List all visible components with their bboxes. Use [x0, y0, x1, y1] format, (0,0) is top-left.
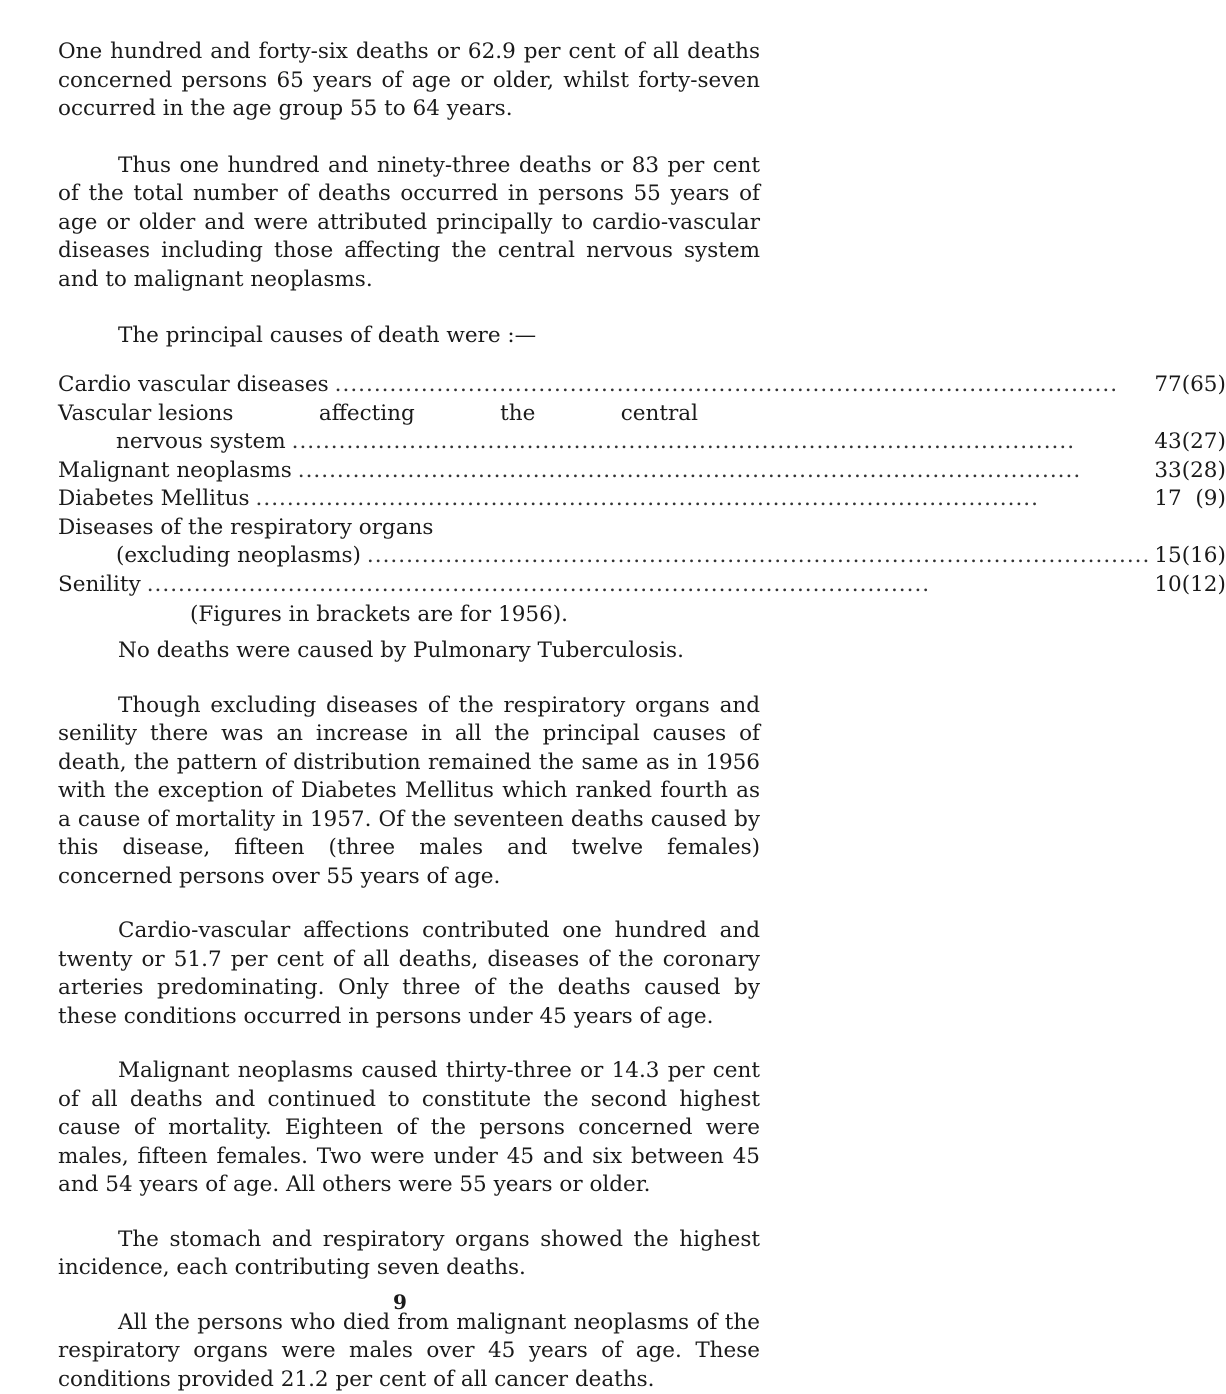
cause-count: 77 [1154, 369, 1181, 398]
paragraph-age-deaths: One hundred and forty-six deaths or 62.9 per cent of all deaths concerned persons 65 years of age or older, whilst forty-seven occurred in the age group 55 to 64 years. [58, 38, 760, 124]
cause-count-1956: (16) [1182, 540, 1226, 569]
cause-count-1956: (28) [1182, 454, 1226, 483]
cause-count: 43 [1154, 426, 1181, 455]
document-page [58, 38, 760, 1394]
cause-label: Senility [58, 572, 141, 597]
cause-count-1956: (12) [1182, 568, 1226, 597]
paragraph-distribution-pattern: Though excluding diseases of the respiratory organs and senility there was an increase in all the principal causes of death, the pattern of distribution remained the same as in 1956 with the exception of Diabetes Mellitus which ranked fourth as a cause of mortality in 1957. Of the seventeen deaths caused by this disease, fifteen (three males and twelve females) concerned persons over 55 years of age. [58, 692, 760, 892]
table-note: (Figures in brackets are for 1956). [58, 601, 760, 630]
table-row: Diabetes Mellitus .................................................................................................... 17 (9) [58, 483, 1226, 512]
table-row: Senility .................................................................................................... 10 (12) [58, 568, 1226, 597]
cause-count: 33 [1154, 454, 1181, 483]
paragraph-principal-causes-intro: The principal causes of death were :— [58, 322, 760, 351]
cause-count: 17 [1154, 483, 1181, 512]
cause-count-1956: (9) [1182, 483, 1226, 512]
cause-label: Diseases of the respiratory organs [58, 515, 433, 540]
cause-label: Malignant neoplasms [58, 458, 292, 483]
paragraph-tuberculosis: No deaths were caused by Pulmonary Tuberculosis. [58, 637, 760, 666]
page-number: 9 [0, 1290, 800, 1314]
causes-of-death-table [58, 369, 1226, 597]
cause-label-part: Vascular lesions [58, 401, 233, 426]
paragraph-stomach-respiratory: The stomach and respiratory organs showed the highest incidence, each contributing seven deaths. [58, 1226, 760, 1283]
cause-count-1956: (65) [1182, 369, 1226, 398]
table-row: nervous system .................................................................................................... 43 (27) [58, 426, 1226, 455]
cause-label: Cardio vascular diseases [58, 372, 329, 397]
table-row [58, 511, 1226, 540]
table-row: Cardio vascular diseases .................................................................................................... 77 (65) [58, 369, 1226, 398]
cause-count: 10 [1154, 568, 1181, 597]
cause-label: nervous system [116, 429, 286, 454]
cause-count: 15 [1154, 540, 1181, 569]
table-row: Malignant neoplasms .................................................................................................... 33 (28) [58, 454, 1226, 483]
cause-label-part: affecting [319, 401, 415, 426]
paragraph-older-persons: Thus one hundred and ninety-three deaths or 83 per cent of the total number of deaths occurred in persons 55 years of age or older and were attributed principally to cardio-vascular diseases including those affecting the central nervous system and to malignant neoplasms. [58, 152, 760, 295]
cause-label-part: the [500, 401, 535, 426]
cause-label-part: central [621, 401, 698, 426]
paragraph-respiratory-cancer: All the persons who died from malignant neoplasms of the respiratory organs were males over 45 years of age. These conditions provided 21.2 per cent of all cancer deaths. [58, 1309, 760, 1394]
cause-count-1956: (27) [1182, 426, 1226, 455]
table-row [58, 397, 1226, 426]
paragraph-malignant-neoplasms: Malignant neoplasms caused thirty-three or 14.3 per cent of all deaths and continued to constitute the second highest cause of mortality. Eighteen of the persons concerned were males, fifteen females. Two were under 45 and six between 45 and 54 years of age. All others were 55 years or older. [58, 1057, 760, 1200]
cause-label: (excluding neoplasms) [116, 543, 361, 568]
cause-label: Diabetes Mellitus [58, 486, 250, 511]
table-row: (excluding neoplasms) .................................................................................................... 15 (16) [58, 540, 1226, 569]
paragraph-cardio-vascular: Cardio-vascular affections contributed one hundred and twenty or 51.7 per cent of all deaths, diseases of the coronary arteries predominating. Only three of the deaths caused by these conditions occurred in persons under 45 years of age. [58, 917, 760, 1031]
